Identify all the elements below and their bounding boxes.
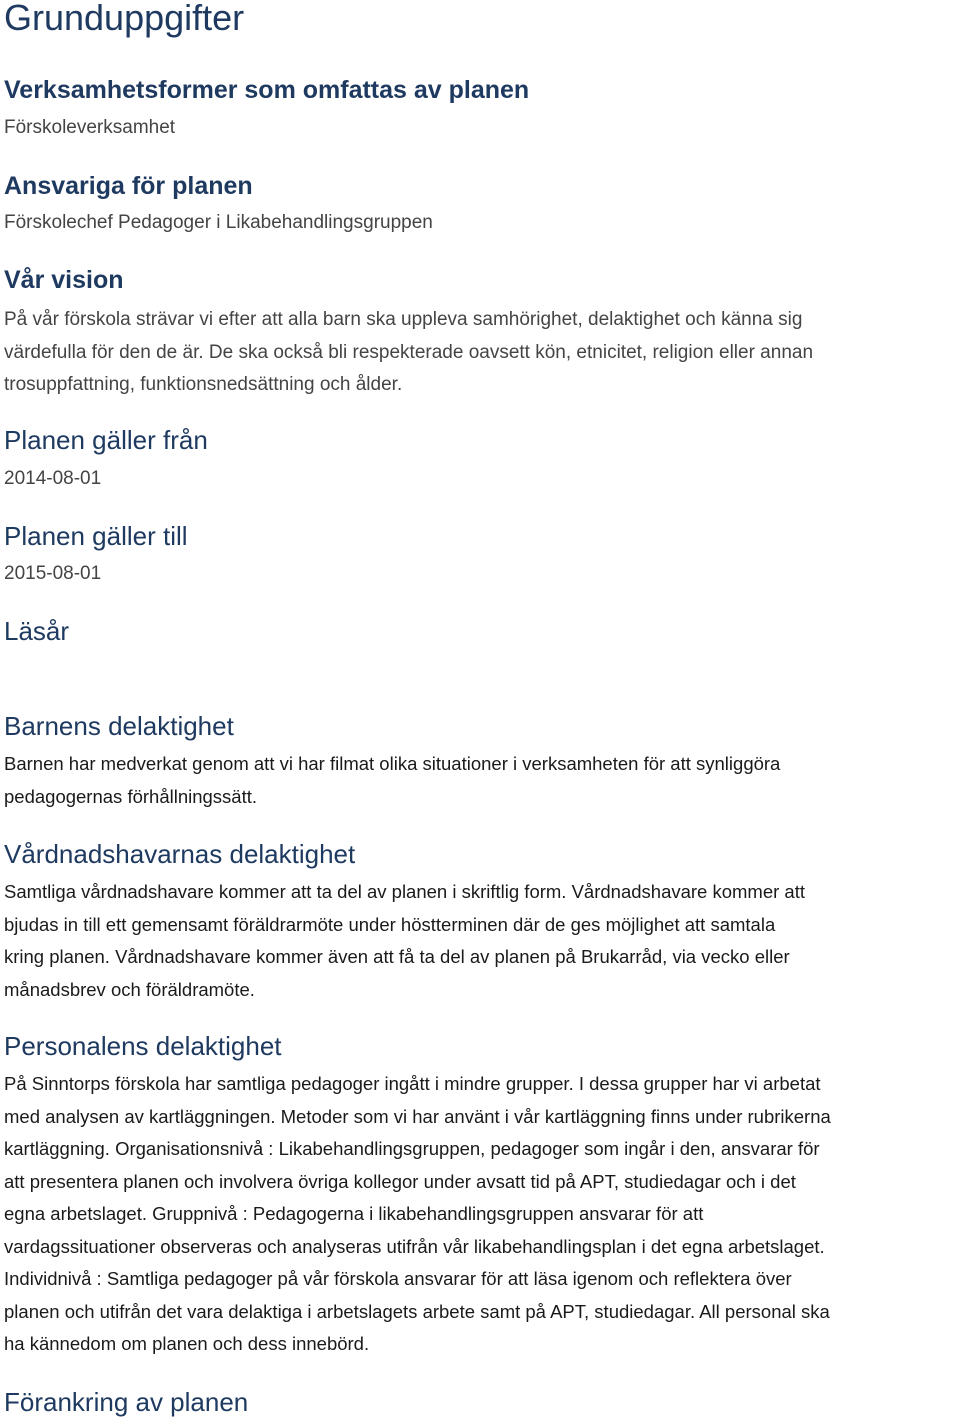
personalens-line: vardagssituationer observeras och analyseras utifrån vår likabehandlingsplan i det egna arbetslaget. <box>4 1235 825 1257</box>
vardnadshavarnas-line: kring planen. Vårdnadshavare kommer även att få ta del av planen på Brukarråd, via vecko eller <box>4 946 790 967</box>
value-galler-till: 2015-08-01 <box>4 563 102 584</box>
heading-vardnadshavarnas-delaktighet: Vårdnadshavarnas delaktighet <box>4 839 356 869</box>
heading-personalens-delaktighet: Personalens delaktighet <box>4 1031 282 1061</box>
value-galler-fran: 2014-08-01 <box>4 468 102 489</box>
personalens-line: kartläggning. Organisationsnivå : Likabehandlingsgruppen, pedagoger som ingår i den, ansvarar för <box>4 1138 820 1159</box>
vision-line: värdefulla för den de är. De ska också bli respekterade oavsett kön, etnicitet, religion eller annan <box>4 341 814 363</box>
personalens-line: att presentera planen och involvera övriga kollegor under avsatt tid på APT, studiedagar och i det <box>4 1170 796 1192</box>
vardnadshavarnas-line: månadsbrev och föräldramöte. <box>4 978 255 1000</box>
value-ansvariga: Förskolechef Pedagoger i Likabehandlingsgruppen <box>4 212 433 233</box>
paragraph-vision <box>4 304 956 402</box>
heading-galler-fran: Planen gäller från <box>4 425 208 455</box>
barnens-line: Barnen har medverkat genom att vi har filmat olika situationer i verksamheten för att synliggöra <box>4 753 781 774</box>
heading-ansvariga: Ansvariga för planen <box>4 172 253 200</box>
personalens-line: Individnivå : Samtliga pedagoger på vår förskola ansvarar för att läsa igenom och reflektera över <box>4 1268 792 1289</box>
heading-forankring: Förankring av planen <box>4 1387 249 1417</box>
heading-verksamhetsformer: Verksamhetsformer som omfattas av planen <box>4 76 530 104</box>
paragraph-personalens-delaktighet <box>4 1068 956 1361</box>
heading-vision: Vår vision <box>4 266 124 294</box>
personalens-line: På Sinntorps förskola har samtliga pedagoger ingått i mindre grupper. I dessa grupper har vi arbetat <box>4 1073 821 1094</box>
personalens-line: ha kännedom om planen och dess innebörd. <box>4 1333 370 1354</box>
personalens-line: egna arbetslaget. Gruppnivå : Pedagogerna i likabehandlingsgruppen ansvarar för att <box>4 1203 704 1224</box>
heading-lasar: Läsår <box>4 616 70 646</box>
value-verksamhetsformer: Förskoleverksamhet <box>4 117 176 138</box>
personalens-line: med analysen av kartläggningen. Metoder som vi har använt i vår kartläggning finns under rubrikerna <box>4 1105 831 1127</box>
page-title: Grunduppgifter <box>4 0 245 38</box>
barnens-line: pedagogernas förhållningssätt. <box>4 785 258 807</box>
vision-line: trosuppfattning, funktionsnedsättning och ålder. <box>4 374 403 395</box>
personalens-line: planen och utifrån det vara delaktiga i arbetslagets arbete samt på APT, studiedagar. All personal ska <box>4 1300 830 1322</box>
vardnadshavarnas-line: Samtliga vårdnadshavare kommer att ta del av planen i skriftlig form. Vårdnadshavare kommer att <box>4 881 806 902</box>
heading-barnens-delaktighet: Barnens delaktighet <box>4 711 234 741</box>
heading-galler-till: Planen gäller till <box>4 521 188 551</box>
paragraph-vardnadshavarnas-delaktighet <box>4 876 956 1006</box>
paragraph-barnens-delaktighet <box>4 748 956 813</box>
vardnadshavarnas-line: bjudas in till ett gemensamt föräldrarmöte under höstterminen där de ges möjlighet att samtala <box>4 913 776 935</box>
vision-line: På vår förskola strävar vi efter att alla barn ska uppleva samhörighet, delaktighet och känna sig <box>4 309 803 330</box>
